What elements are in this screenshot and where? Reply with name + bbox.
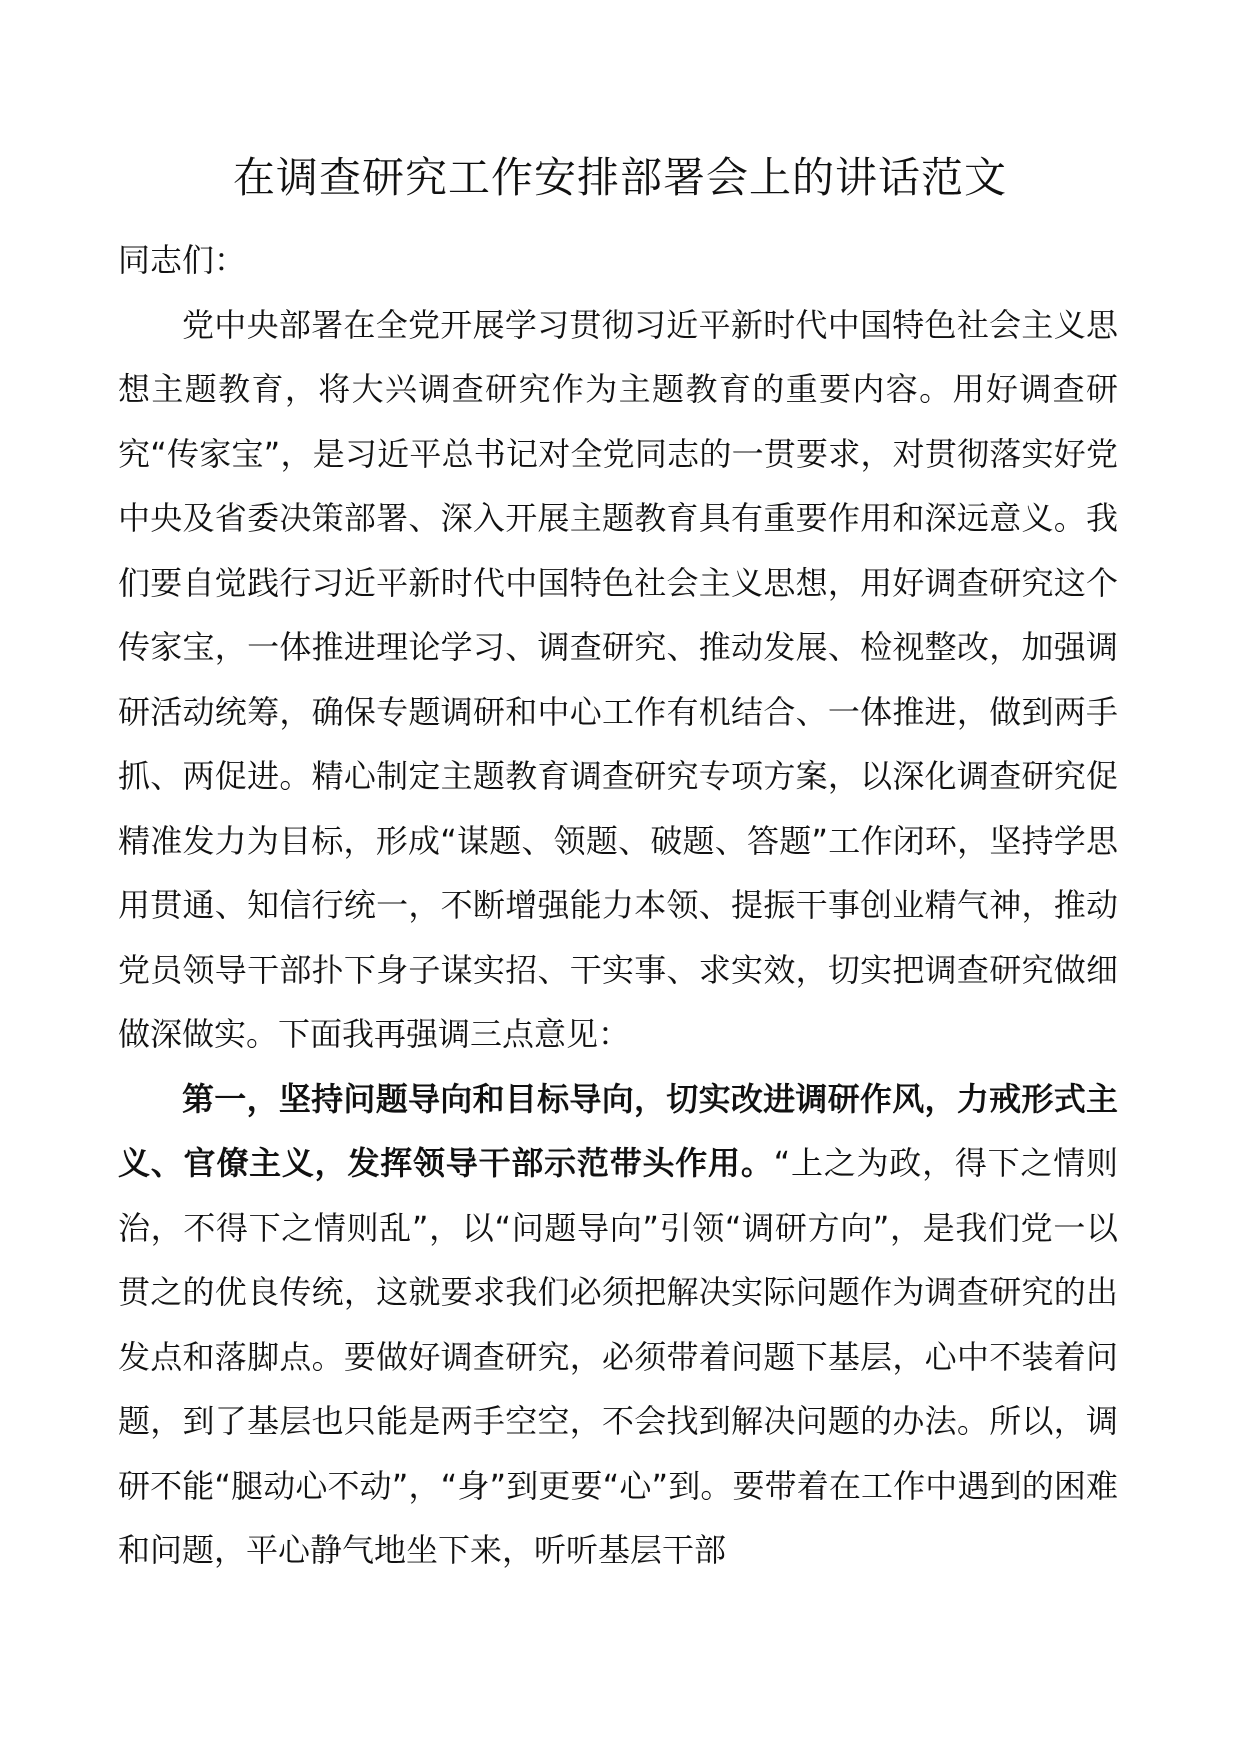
document-title: 在调查研究工作安排部署会上的讲话范文 [232,153,1007,202]
document-body [118,228,1118,1583]
paragraph-intro: 党中央部署在全党开展学习贯彻习近平新时代中国特色社会主义思想主题教育，将大兴调查研究作为主题教育的重要内容。用好调查研究“传家宝”，是习近平总书记对全党同志的一贯要求，对贯彻落实好党中央及省委决策部署、深入开展主题教育具有重要作用和深远意义。我们要自觉践行习近平新时代中国特色社会主义思想，用好调查研究这个传家宝，一体推进理论学习、调查研究、推动发展、检视整改，加强调研活动统筹，确保专题调研和中心工作有机结合、一体推进，做到两手抓、两促进。精心制定主题教育调查研究专项方案，以深化调查研究促精准发力为目标，形成“谋题、领题、破题、答题”工作闭环，坚持学思用贯通、知信行统一，不断增强能力本领、提振干事创业精气神，推动党员领导干部扑下身子谋实招、干实事、求实效，切实把调查研究做细做深做实。下面我再强调三点意见： [118,305,1118,1053]
paragraph-point-one [118,1067,1118,1583]
point-one-heading: 第一，坚持问题导向和目标导向，切实改进调研作风，力戒形式主义、官僚主义，发挥领导干部示范带头作用。 [118,1079,1118,1182]
salutation: 同志们： [118,241,247,279]
point-one-text: “上之为政，得下之情则治，不得下之情则乱”，以“问题导向”引领“调研方向”，是我们党一以贯之的优良传统，这就要求我们必须把解决实际问题作为调查研究的出发点和落脚点。要做好调查研究，必须带着问题下基层，心中不装着问题，到了基层也只能是两手空空，不会找到解决问题的办法。所以，调研不能“腿动心不动”，“身”到更要“心”到。要带着在工作中遇到的困难和问题，平心静气地坐下来，听听基层干部 [118,1144,1118,1569]
